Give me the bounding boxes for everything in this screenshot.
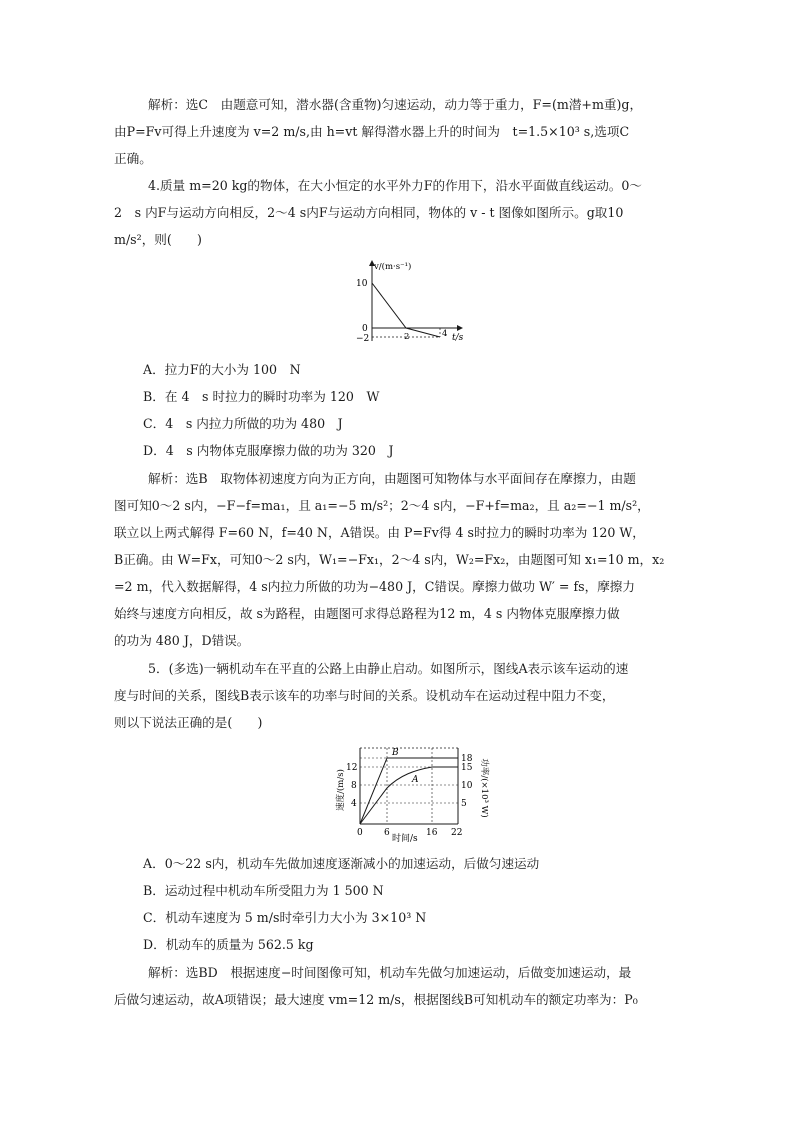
q5-label-b: B	[392, 748, 399, 758]
q4-tick-neg2: −2	[356, 334, 370, 344]
q5-option-c: C．机动车速度为 5 m/s时牵引力大小为 3×10³ N	[143, 910, 427, 925]
q4-tick-2: 2	[404, 332, 410, 342]
q5-left-axis-label: 速度/(m/s)	[336, 769, 346, 811]
q5-line-a	[360, 767, 458, 824]
q5-left-tick-4: 4	[351, 799, 357, 809]
q5-x-tick-0: 0	[357, 828, 363, 838]
q4-tick-4: 4	[442, 329, 448, 339]
q5-option-a: A．0～22 s内，机动车先做加速度逐渐减小的加速运动，后做匀速运动	[143, 856, 540, 871]
q5-label-a: A	[412, 775, 419, 785]
q5-right-tick-18: 18	[461, 754, 473, 764]
q5-x-tick-22: 22	[451, 828, 463, 838]
q4-option-d: D．4 s 内物体克服摩擦力做的功为 320 J	[143, 443, 394, 458]
q5-line-b	[360, 758, 458, 824]
q5-right-tick-5: 5	[461, 799, 467, 809]
q4-option-b: B．在 4 s 时拉力的瞬时功率为 120 W	[143, 389, 380, 404]
q4-tick-10: 10	[356, 279, 368, 289]
q4-x-label: t/s	[452, 333, 464, 343]
q5-left-tick-8: 8	[351, 781, 357, 791]
q5-right-tick-10: 10	[461, 781, 473, 791]
q4-tick-0: 0	[362, 324, 368, 334]
q5-right-axis-label: 功率/(×10³ W)	[479, 758, 489, 818]
q5-x-label: 时间/s	[392, 834, 418, 842]
q5-x-tick-6: 6	[384, 828, 390, 838]
q4-option-c: C．4 s 内拉力所做的功为 480 J	[143, 416, 343, 431]
q5-option-b: B．运动过程中机动车所受阻力为 1 500 N	[143, 883, 384, 898]
q5-x-tick-16: 16	[426, 828, 438, 838]
q5-option-d: D．机动车的质量为 562.5 kg	[143, 937, 314, 952]
q5-speed-power-graph	[330, 742, 490, 842]
q4-vt-line	[372, 283, 440, 337]
q4-option-a: A．拉力F的大小为 100 N	[143, 362, 301, 377]
q4-y-label: v/(m·s⁻¹)	[374, 262, 412, 272]
q5-left-tick-12: 12	[346, 763, 358, 773]
q5-right-tick-15: 15	[461, 763, 473, 773]
q4-vt-graph	[340, 255, 480, 347]
